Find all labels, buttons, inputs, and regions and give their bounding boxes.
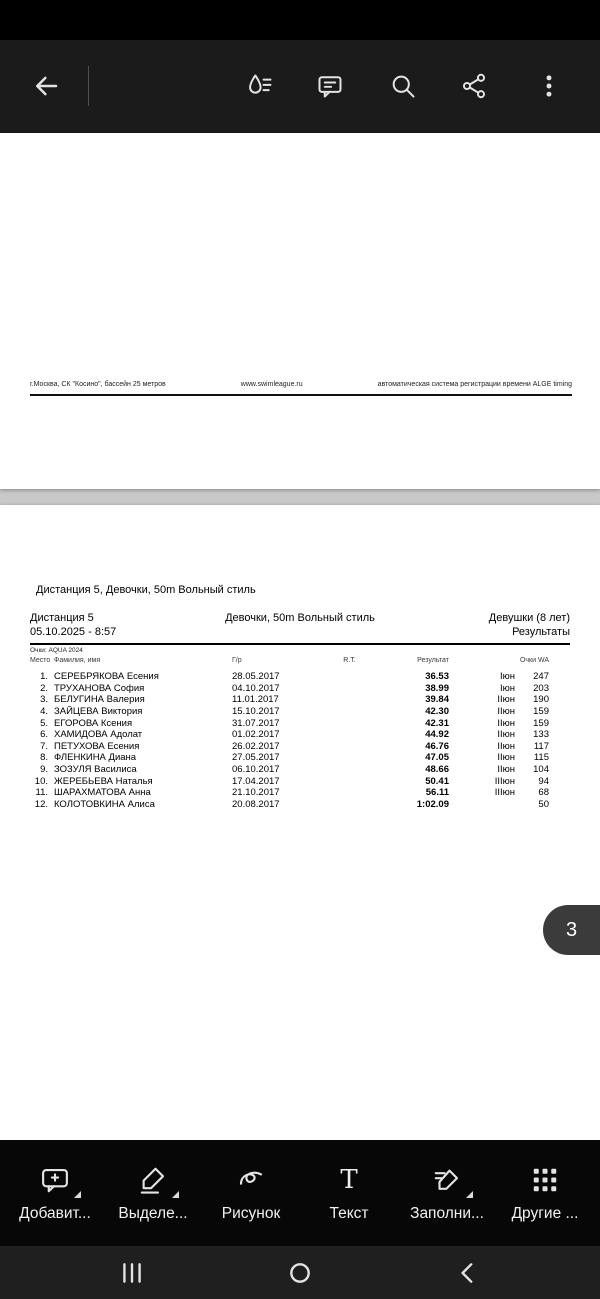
recents-icon <box>119 1260 145 1286</box>
cell-category: IIюн <box>497 740 515 752</box>
cell-category: IIюн <box>497 694 515 706</box>
cell-result: 36.53 <box>425 671 449 682</box>
cell-name: ТРУХАНОВА София <box>54 682 145 694</box>
search-button[interactable] <box>381 64 425 108</box>
status-bar <box>0 0 600 40</box>
cell-category: IIюн <box>497 705 515 717</box>
toolbar-divider <box>88 66 89 106</box>
col-points: Очки WA <box>519 657 549 664</box>
cell-points: 203 <box>533 682 549 694</box>
cell-result: 1:02.09 <box>416 799 449 811</box>
col-result: Результат <box>417 657 449 664</box>
header-distance: Дистанция 5 <box>30 612 94 624</box>
table-row <box>0 694 600 706</box>
back-button[interactable] <box>26 66 66 106</box>
cell-result: 42.30 <box>425 705 449 717</box>
tool-label: Выделе... <box>118 1204 188 1222</box>
cell-name: ЗАЙЦЕВА Виктория <box>54 705 143 717</box>
footer-timing: автоматическая система регистрации времени ALGE timing <box>377 381 572 388</box>
liquid-mode-button[interactable] <box>238 64 282 108</box>
col-rt: R.T. <box>343 657 356 664</box>
cell-place: 4. <box>40 705 48 717</box>
cell-category: IIюн <box>497 764 515 776</box>
pdf-page-3 <box>0 505 600 1140</box>
cell-name: КОЛОТОВКИНА Алиса <box>54 799 155 811</box>
cell-result: 47.05 <box>425 752 449 764</box>
more-tools-grid-icon <box>530 1165 560 1195</box>
cell-birth: 01.02.2017 <box>232 729 280 741</box>
cell-place: 12. <box>34 799 48 811</box>
share-button[interactable] <box>452 64 496 108</box>
table-row <box>0 706 600 718</box>
cell-result: 39.84 <box>425 694 449 706</box>
table-row <box>0 729 600 741</box>
draw-tool[interactable] <box>212 1164 290 1223</box>
cell-birth: 28.05.2017 <box>232 671 280 682</box>
cell-points: 104 <box>533 764 549 776</box>
add-comment-icon <box>40 1165 70 1195</box>
cell-place: 8. <box>40 752 48 764</box>
footer-rule <box>30 394 572 396</box>
cell-result: 38.99 <box>425 682 449 694</box>
fill-sign-icon <box>432 1165 462 1195</box>
cell-category: IIюн <box>497 717 515 729</box>
search-icon <box>389 72 417 100</box>
tool-label: Добавит... <box>19 1204 91 1222</box>
cell-place: 9. <box>40 764 48 776</box>
cell-place: 5. <box>40 717 48 729</box>
page-number: 3 <box>565 918 578 941</box>
footer-site: www.swimleague.ru <box>240 381 303 388</box>
cell-birth: 11.01.2017 <box>232 694 279 706</box>
cell-birth: 27.05.2017 <box>232 752 280 764</box>
table-row <box>0 787 600 799</box>
cell-birth: 26.02.2017 <box>232 740 280 752</box>
back-chevron-icon <box>455 1260 481 1286</box>
cell-points: 159 <box>533 705 549 717</box>
highlight-tool[interactable] <box>114 1164 192 1223</box>
text-tool-icon: T <box>340 1164 358 1195</box>
cell-birth: 06.10.2017 <box>232 764 280 776</box>
table-header <box>0 657 600 664</box>
results-header <box>30 611 570 654</box>
col-name: Фамилия, имя <box>54 657 101 664</box>
overflow-menu-button[interactable] <box>527 64 571 108</box>
cell-category: Iюн <box>499 682 515 694</box>
header-event: Девочки, 50m Вольный стиль <box>225 612 375 624</box>
cell-birth: 21.10.2017 <box>232 787 280 799</box>
dropdown-corner-icon <box>74 1191 81 1198</box>
tool-label: Текст <box>329 1204 369 1222</box>
highlighter-icon <box>138 1165 168 1195</box>
cell-points: 50 <box>538 799 549 811</box>
page-number-badge[interactable] <box>543 905 600 955</box>
cell-place: 11. <box>35 787 48 799</box>
cell-category: IIIюн <box>494 787 515 799</box>
table-row <box>0 683 600 695</box>
cell-points: 117 <box>533 740 549 752</box>
cell-name: ЕГОРОВА Ксения <box>54 717 133 729</box>
cell-result: 42.31 <box>425 717 449 729</box>
table-row <box>0 671 600 683</box>
add-comment-tool[interactable] <box>16 1164 94 1223</box>
cell-category: IIюн <box>497 729 515 741</box>
header-rule <box>30 643 570 645</box>
cell-result: 56.11 <box>425 787 449 799</box>
cell-place: 6. <box>40 729 48 741</box>
cell-birth: 15.10.2017 <box>232 705 280 717</box>
comments-button[interactable] <box>308 64 352 108</box>
tool-label: Другие ... <box>511 1204 579 1222</box>
header-datetime: 05.10.2025 - 8:57 <box>30 626 117 638</box>
freehand-draw-icon <box>236 1165 266 1195</box>
table-row <box>0 799 600 811</box>
back-nav-button[interactable] <box>446 1251 490 1295</box>
pdf-page-2 <box>0 133 600 489</box>
cell-points: 68 <box>538 787 549 799</box>
table-row <box>0 764 600 776</box>
col-category <box>449 657 515 664</box>
cell-category: IIIюн <box>494 775 515 787</box>
cell-points: 159 <box>533 717 549 729</box>
dropdown-corner-icon <box>172 1191 179 1198</box>
text-tool[interactable] <box>310 1164 388 1223</box>
header-group: Девушки (8 лет) <box>488 612 570 624</box>
android-nav-bar <box>0 1246 600 1299</box>
cell-name: ШАРАХМАТОВА Анна <box>54 787 151 799</box>
table-row <box>0 752 600 764</box>
cell-name: ФЛЕНКИНА Диана <box>54 752 137 764</box>
cell-result: 46.76 <box>425 740 449 752</box>
cell-points: 94 <box>538 775 549 787</box>
cell-result: 50.41 <box>425 775 449 787</box>
results-table <box>0 671 600 811</box>
cell-place: 3. <box>40 694 48 706</box>
col-place: Место <box>30 657 51 664</box>
table-row <box>0 741 600 753</box>
cell-name: ЖЕРЕБЬЕВА Наталья <box>54 775 153 787</box>
share-icon <box>460 72 488 100</box>
cell-place: 10. <box>34 775 48 787</box>
cell-category: Iюн <box>499 671 515 682</box>
home-icon <box>287 1260 313 1286</box>
cell-place: 7. <box>40 740 48 752</box>
cell-name: ПЕТУХОВА Есения <box>54 740 140 752</box>
col-birth: Г/р <box>232 657 242 664</box>
three-dot-menu-icon <box>535 72 563 100</box>
footer-venue: г.Москва, СК "Косино", бассейн 25 метров <box>30 381 166 388</box>
dropdown-corner-icon <box>466 1191 473 1198</box>
cell-name: БЕЛУГИНА Валерия <box>54 694 145 706</box>
cell-result: 48.66 <box>425 764 449 776</box>
home-button[interactable] <box>278 1251 322 1295</box>
cell-category: IIюн <box>497 752 515 764</box>
cell-result: 44.92 <box>425 729 449 741</box>
back-arrow-icon <box>31 71 61 101</box>
cell-birth: 31.07.2017 <box>232 717 280 729</box>
fill-sign-tool[interactable] <box>408 1164 486 1223</box>
cell-birth: 04.10.2017 <box>232 682 280 694</box>
section-title: Дистанция 5, Девочки, 50m Вольный стиль <box>36 584 256 596</box>
recents-button[interactable] <box>110 1251 154 1295</box>
cell-place: 1. <box>40 671 48 682</box>
liquid-mode-icon <box>246 72 274 100</box>
tool-label: Заполни... <box>410 1204 484 1222</box>
table-row <box>0 776 600 788</box>
cell-place: 2. <box>40 682 48 694</box>
page-footer <box>30 381 572 388</box>
top-toolbar <box>0 40 600 133</box>
more-tools[interactable] <box>506 1164 584 1223</box>
header-results-label: Результаты <box>512 626 570 638</box>
cell-birth: 17.04.2017 <box>232 775 280 787</box>
table-row <box>0 718 600 730</box>
cell-name: ЗОЗУЛЯ Василиса <box>54 764 137 776</box>
cell-birth: 20.08.2017 <box>232 799 280 811</box>
comment-icon <box>316 72 344 100</box>
cell-points: 133 <box>533 729 549 741</box>
cell-points: 115 <box>533 752 549 764</box>
cell-points: 247 <box>533 671 549 682</box>
annotation-toolbar <box>0 1140 600 1246</box>
tool-label: Рисунок <box>221 1204 281 1222</box>
cell-points: 190 <box>533 694 549 706</box>
points-note: Очки: AQUA 2024 <box>30 647 83 654</box>
cell-name: ХАМИДОВА Адолат <box>54 729 143 741</box>
cell-name: СЕРЕБРЯКОВА Есения <box>54 671 159 682</box>
